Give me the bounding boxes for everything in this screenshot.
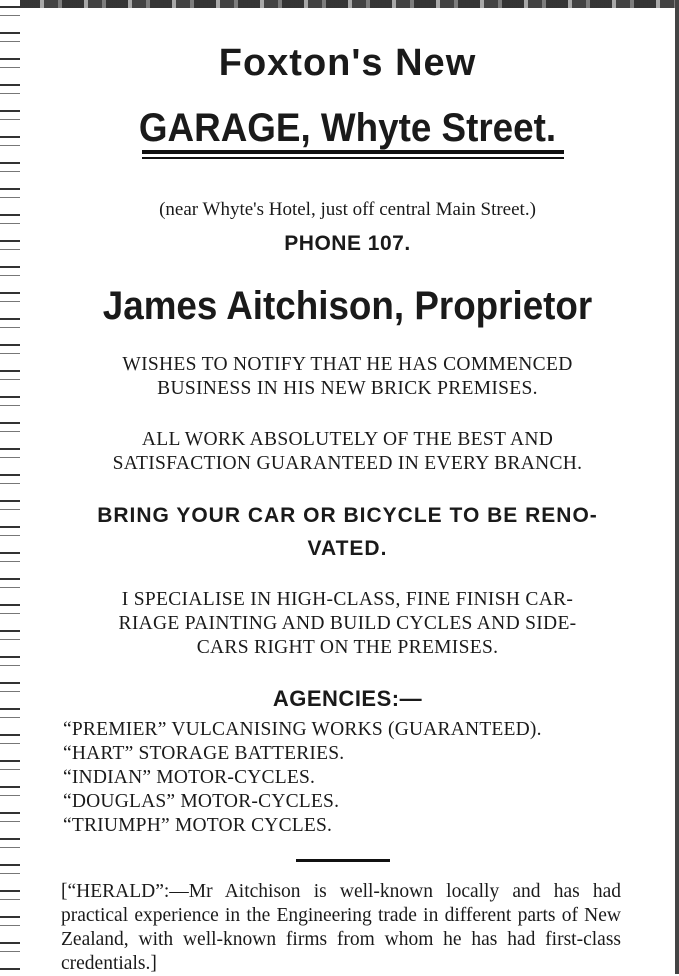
double-rule-thin (142, 157, 564, 159)
agency-item: “PREMIER” VULCANISING WORKS (GUARANTEED). (63, 719, 542, 740)
guarantee-paragraph (20, 428, 675, 476)
notice-line: BUSINESS IN HIS NEW BRICK PREMISES. (157, 378, 538, 399)
scan-edge-top (0, 0, 679, 8)
specialise-line: RIAGE PAINTING AND BUILD CYCLES AND SIDE- (118, 613, 577, 634)
headline-garage-street: GARAGE, Whyte Street. (138, 106, 557, 150)
notice-paragraph (20, 353, 675, 401)
agencies-list (63, 718, 675, 838)
phone-number: PHONE 107. (284, 232, 411, 255)
specialise-line: I SPECIALISE IN HIGH-CLASS, FINE FINISH CAR- (121, 589, 574, 610)
agency-item: “DOUGLAS” MOTOR-CYCLES. (63, 791, 340, 812)
notice-line: WISHES TO NOTIFY THAT HE HAS COMMENCED (122, 354, 573, 375)
guarantee-line: ALL WORK ABSOLUTELY OF THE BEST AND (141, 429, 554, 450)
guarantee-line: SATISFACTION GUARANTEED IN EVERY BRANCH. (112, 453, 583, 474)
herald-note (61, 880, 621, 976)
newspaper-advertisement (20, 8, 675, 974)
agencies-heading: AGENCIES:— (272, 686, 423, 711)
proprietor-name: James Aitchison, Proprietor (102, 284, 593, 328)
specialise-paragraph (20, 588, 675, 660)
headline-foxtons-new: Foxton's New (218, 42, 477, 84)
agency-item: “HART” STORAGE BATTERIES. (63, 743, 345, 764)
agency-item: “TRIUMPH” MOTOR CYCLES. (63, 815, 333, 836)
scan-edge-left (0, 0, 20, 974)
double-rule-thick (142, 150, 564, 154)
section-divider (296, 859, 390, 862)
renovate-line: BRING YOUR CAR OR BICYCLE TO BE RENO- (97, 504, 598, 527)
herald-note-text: [“HERALD”:—Mr Aitchison is well-known locally and has had practical experience in the Engineering trade in different parts of New Zealand, with well-known firms from whom he has had first-class credentials.] (61, 881, 621, 974)
specialise-line: CARS RIGHT ON THE PREMISES. (196, 637, 499, 658)
address-line: (near Whyte's Hotel, just off central Main Street.) (159, 199, 536, 220)
renovate-line: VATED. (307, 537, 388, 560)
agency-item: “INDIAN” MOTOR-CYCLES. (63, 767, 316, 788)
renovate-paragraph (20, 499, 675, 565)
scan-edge-right (675, 0, 679, 974)
